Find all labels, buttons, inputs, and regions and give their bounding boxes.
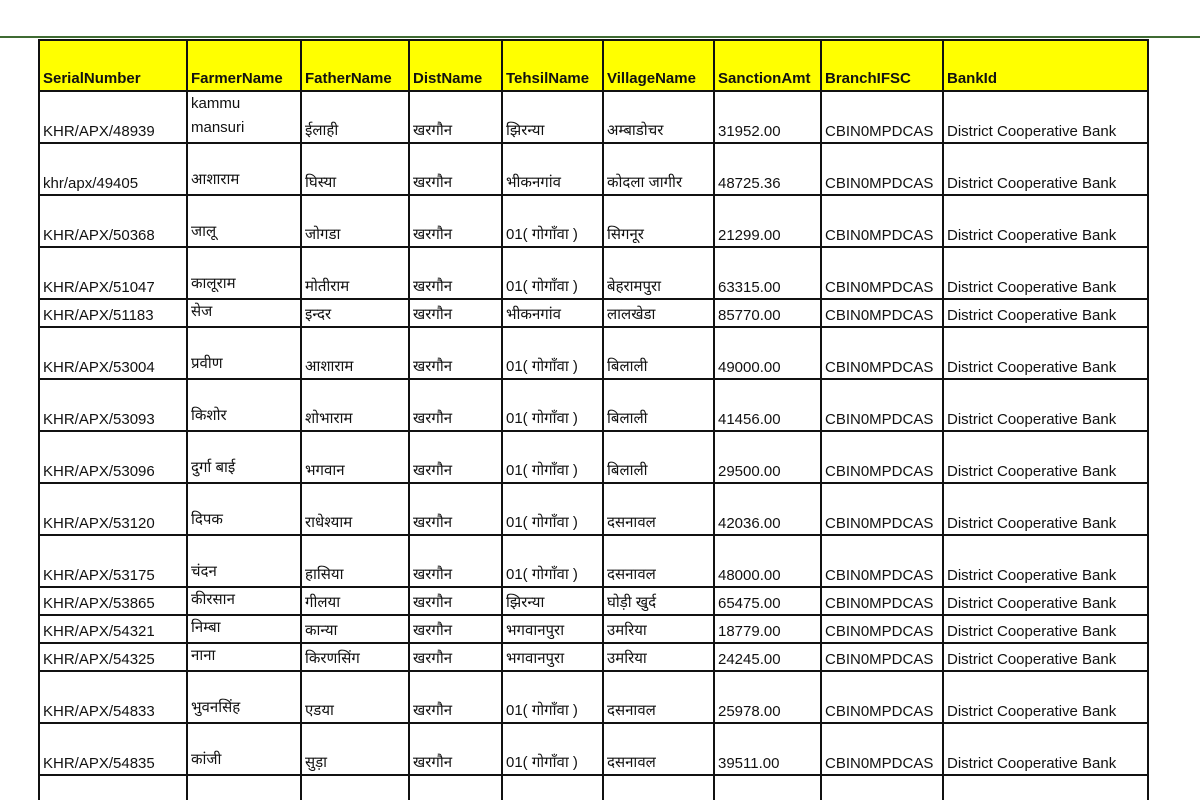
sanction-amt-cell: 29500.00 — [714, 431, 821, 483]
branch-ifsc-cell: CBIN0MPDCAS — [821, 379, 943, 431]
empty-cell — [714, 775, 821, 800]
empty-cell — [409, 775, 502, 800]
village-name-cell: अम्बाडोचर — [603, 91, 714, 143]
tehsil-name-cell: 01( गोगॉंवा ) — [502, 671, 603, 723]
bank-id-cell: District Cooperative Bank — [943, 587, 1148, 615]
farmer-name-cell: जालू — [187, 195, 301, 247]
col-header-serialnumber: SerialNumber — [39, 40, 187, 91]
dist-name-cell: खरगौन — [409, 615, 502, 643]
father-name-cell: हासिया — [301, 535, 409, 587]
table-row — [39, 615, 1148, 643]
village-name-cell: बिलाली — [603, 431, 714, 483]
beneficiary-table — [38, 39, 1149, 800]
tehsil-name-cell: 01( गोगॉंवा ) — [502, 483, 603, 535]
sanction-amt-cell: 21299.00 — [714, 195, 821, 247]
serial-cell: KHR/APX/53865 — [39, 587, 187, 615]
father-name-cell: घिस्या — [301, 143, 409, 195]
branch-ifsc-cell: CBIN0MPDCAS — [821, 247, 943, 299]
empty-cell — [502, 775, 603, 800]
farmer-name-cell: भुवनसिंह — [187, 671, 301, 723]
serial-cell: KHR/APX/54325 — [39, 643, 187, 671]
sanction-amt-cell: 39511.00 — [714, 723, 821, 775]
bank-id-cell: District Cooperative Bank — [943, 195, 1148, 247]
table-row — [39, 327, 1148, 379]
farmer-name-cell: kammu mansuri — [187, 91, 301, 143]
sanction-amt-cell: 63315.00 — [714, 247, 821, 299]
bank-id-cell: District Cooperative Bank — [943, 91, 1148, 143]
col-header-tehsilname: TehsilName — [502, 40, 603, 91]
dist-name-cell: खरगौन — [409, 143, 502, 195]
village-name-cell: बिलाली — [603, 379, 714, 431]
table-row — [39, 535, 1148, 587]
dist-name-cell: खरगौन — [409, 91, 502, 143]
village-name-cell: लालखेडा — [603, 299, 714, 327]
branch-ifsc-cell: CBIN0MPDCAS — [821, 615, 943, 643]
branch-ifsc-cell: CBIN0MPDCAS — [821, 195, 943, 247]
dist-name-cell: खरगौन — [409, 327, 502, 379]
empty-cell — [39, 775, 187, 800]
dist-name-cell: खरगौन — [409, 535, 502, 587]
branch-ifsc-cell: CBIN0MPDCAS — [821, 431, 943, 483]
village-name-cell: दसनावल — [603, 671, 714, 723]
farmer-name-cell: निम्बा — [187, 615, 301, 643]
tehsil-name-cell: 01( गोगॉंवा ) — [502, 723, 603, 775]
village-name-cell: दसनावल — [603, 535, 714, 587]
sanction-amt-cell: 48725.36 — [714, 143, 821, 195]
sanction-amt-cell: 49000.00 — [714, 327, 821, 379]
farmer-name-cell: सेज — [187, 299, 301, 327]
sanction-amt-cell: 41456.00 — [714, 379, 821, 431]
farmer-name-cell: प्रवीण — [187, 327, 301, 379]
tehsil-name-cell: भगवानपुरा — [502, 615, 603, 643]
sanction-amt-cell: 24245.00 — [714, 643, 821, 671]
father-name-cell: सुड़ा — [301, 723, 409, 775]
farmer-name-cell: कालूराम — [187, 247, 301, 299]
sanction-amt-cell: 48000.00 — [714, 535, 821, 587]
father-name-cell: भगवान — [301, 431, 409, 483]
tehsil-name-cell: 01( गोगॉंवा ) — [502, 327, 603, 379]
tehsil-name-cell: झिरन्या — [502, 91, 603, 143]
serial-cell: khr/apx/49405 — [39, 143, 187, 195]
sanction-amt-cell: 25978.00 — [714, 671, 821, 723]
empty-cell — [603, 775, 714, 800]
empty-cell — [821, 775, 943, 800]
farmer-name-cell: दिपक — [187, 483, 301, 535]
farmer-name-cell: कांजी — [187, 723, 301, 775]
village-name-cell: दसनावल — [603, 483, 714, 535]
tehsil-name-cell: 01( गोगॉंवा ) — [502, 431, 603, 483]
village-name-cell: दसनावल — [603, 723, 714, 775]
farmer-name-cell: चंदन — [187, 535, 301, 587]
father-name-cell: कान्या — [301, 615, 409, 643]
table-row — [39, 299, 1148, 327]
village-name-cell: कोदला जागीर — [603, 143, 714, 195]
sanction-amt-cell: 65475.00 — [714, 587, 821, 615]
serial-cell: KHR/APX/51047 — [39, 247, 187, 299]
bank-id-cell: District Cooperative Bank — [943, 431, 1148, 483]
bank-id-cell: District Cooperative Bank — [943, 723, 1148, 775]
dist-name-cell: खरगौन — [409, 431, 502, 483]
branch-ifsc-cell: CBIN0MPDCAS — [821, 143, 943, 195]
serial-cell: KHR/APX/51183 — [39, 299, 187, 327]
father-name-cell: इन्दर — [301, 299, 409, 327]
empty-cell — [187, 775, 301, 800]
tehsil-name-cell: 01( गोगॉंवा ) — [502, 379, 603, 431]
beneficiary-sheet — [38, 39, 1147, 800]
bank-id-cell: District Cooperative Bank — [943, 379, 1148, 431]
col-header-farmername: FarmerName — [187, 40, 301, 91]
bank-id-cell: District Cooperative Bank — [943, 671, 1148, 723]
farmer-name-cell: आशाराम — [187, 143, 301, 195]
sanction-amt-cell: 85770.00 — [714, 299, 821, 327]
tehsil-name-cell: झिरन्या — [502, 587, 603, 615]
tehsil-name-cell: 01( गोगॉंवा ) — [502, 195, 603, 247]
serial-cell: KHR/APX/53004 — [39, 327, 187, 379]
table-row — [39, 587, 1148, 615]
branch-ifsc-cell: CBIN0MPDCAS — [821, 587, 943, 615]
dist-name-cell: खरगौन — [409, 379, 502, 431]
dist-name-cell: खरगौन — [409, 195, 502, 247]
branch-ifsc-cell: CBIN0MPDCAS — [821, 299, 943, 327]
father-name-cell: राधेश्याम — [301, 483, 409, 535]
bank-id-cell: District Cooperative Bank — [943, 535, 1148, 587]
serial-cell: KHR/APX/53120 — [39, 483, 187, 535]
serial-cell: KHR/APX/50368 — [39, 195, 187, 247]
tehsil-name-cell: भगवानपुरा — [502, 643, 603, 671]
col-header-branchifsc: BranchIFSC — [821, 40, 943, 91]
village-name-cell: सिगनूर — [603, 195, 714, 247]
father-name-cell: किरणसिंग — [301, 643, 409, 671]
father-name-cell: आशाराम — [301, 327, 409, 379]
bank-id-cell: District Cooperative Bank — [943, 299, 1148, 327]
village-name-cell: उमरिया — [603, 615, 714, 643]
dist-name-cell: खरगौन — [409, 671, 502, 723]
serial-cell: KHR/APX/53096 — [39, 431, 187, 483]
branch-ifsc-cell: CBIN0MPDCAS — [821, 671, 943, 723]
village-name-cell: घोड़ी खुर्द — [603, 587, 714, 615]
dist-name-cell: खरगौन — [409, 483, 502, 535]
father-name-cell: मोतीराम — [301, 247, 409, 299]
empty-cell — [943, 775, 1148, 800]
table-row — [39, 143, 1148, 195]
bank-id-cell: District Cooperative Bank — [943, 643, 1148, 671]
col-header-villagename: VillageName — [603, 40, 714, 91]
tehsil-name-cell: भीकनगांव — [502, 143, 603, 195]
col-header-distname: DistName — [409, 40, 502, 91]
bank-id-cell: District Cooperative Bank — [943, 615, 1148, 643]
bank-id-cell: District Cooperative Bank — [943, 327, 1148, 379]
farmer-name-cell: कीरसान — [187, 587, 301, 615]
bank-id-cell: District Cooperative Bank — [943, 247, 1148, 299]
village-name-cell: बिलाली — [603, 327, 714, 379]
table-row — [39, 379, 1148, 431]
header-row — [39, 40, 1148, 91]
father-name-cell: गीलया — [301, 587, 409, 615]
table-row — [39, 671, 1148, 723]
serial-cell: KHR/APX/54321 — [39, 615, 187, 643]
branch-ifsc-cell: CBIN0MPDCAS — [821, 643, 943, 671]
father-name-cell: एडया — [301, 671, 409, 723]
serial-cell: KHR/APX/53093 — [39, 379, 187, 431]
father-name-cell: ईलाही — [301, 91, 409, 143]
father-name-cell: जोगडा — [301, 195, 409, 247]
branch-ifsc-cell: CBIN0MPDCAS — [821, 327, 943, 379]
dist-name-cell: खरगौन — [409, 587, 502, 615]
serial-cell: KHR/APX/53175 — [39, 535, 187, 587]
serial-cell: KHR/APX/48939 — [39, 91, 187, 143]
col-header-fathername: FatherName — [301, 40, 409, 91]
sanction-amt-cell: 18779.00 — [714, 615, 821, 643]
dist-name-cell: खरगौन — [409, 643, 502, 671]
col-header-sanctionamt: SanctionAmt — [714, 40, 821, 91]
farmer-name-cell: नाना — [187, 643, 301, 671]
father-name-cell: शोभाराम — [301, 379, 409, 431]
serial-cell: KHR/APX/54833 — [39, 671, 187, 723]
table-row — [39, 723, 1148, 775]
village-name-cell: उमरिया — [603, 643, 714, 671]
bank-id-cell: District Cooperative Bank — [943, 143, 1148, 195]
table-row-partial — [39, 775, 1148, 800]
table-row — [39, 431, 1148, 483]
empty-cell — [301, 775, 409, 800]
bank-id-cell: District Cooperative Bank — [943, 483, 1148, 535]
table-row — [39, 483, 1148, 535]
branch-ifsc-cell: CBIN0MPDCAS — [821, 723, 943, 775]
farmer-name-cell: दुर्गा बाई — [187, 431, 301, 483]
sanction-amt-cell: 31952.00 — [714, 91, 821, 143]
farmer-name-cell: किशोर — [187, 379, 301, 431]
sanction-amt-cell: 42036.00 — [714, 483, 821, 535]
table-row — [39, 643, 1148, 671]
tehsil-name-cell: 01( गोगॉंवा ) — [502, 535, 603, 587]
village-name-cell: बेहरामपुरा — [603, 247, 714, 299]
table-row — [39, 247, 1148, 299]
dist-name-cell: खरगौन — [409, 299, 502, 327]
table-row — [39, 91, 1148, 143]
serial-cell: KHR/APX/54835 — [39, 723, 187, 775]
tehsil-name-cell: 01( गोगॉंवा ) — [502, 247, 603, 299]
tehsil-name-cell: भीकनगांव — [502, 299, 603, 327]
dist-name-cell: खरगौन — [409, 247, 502, 299]
table-row — [39, 195, 1148, 247]
col-header-bankid: BankId — [943, 40, 1148, 91]
dist-name-cell: खरगौन — [409, 723, 502, 775]
top-divider-line — [0, 36, 1200, 38]
branch-ifsc-cell: CBIN0MPDCAS — [821, 535, 943, 587]
branch-ifsc-cell: CBIN0MPDCAS — [821, 483, 943, 535]
branch-ifsc-cell: CBIN0MPDCAS — [821, 91, 943, 143]
